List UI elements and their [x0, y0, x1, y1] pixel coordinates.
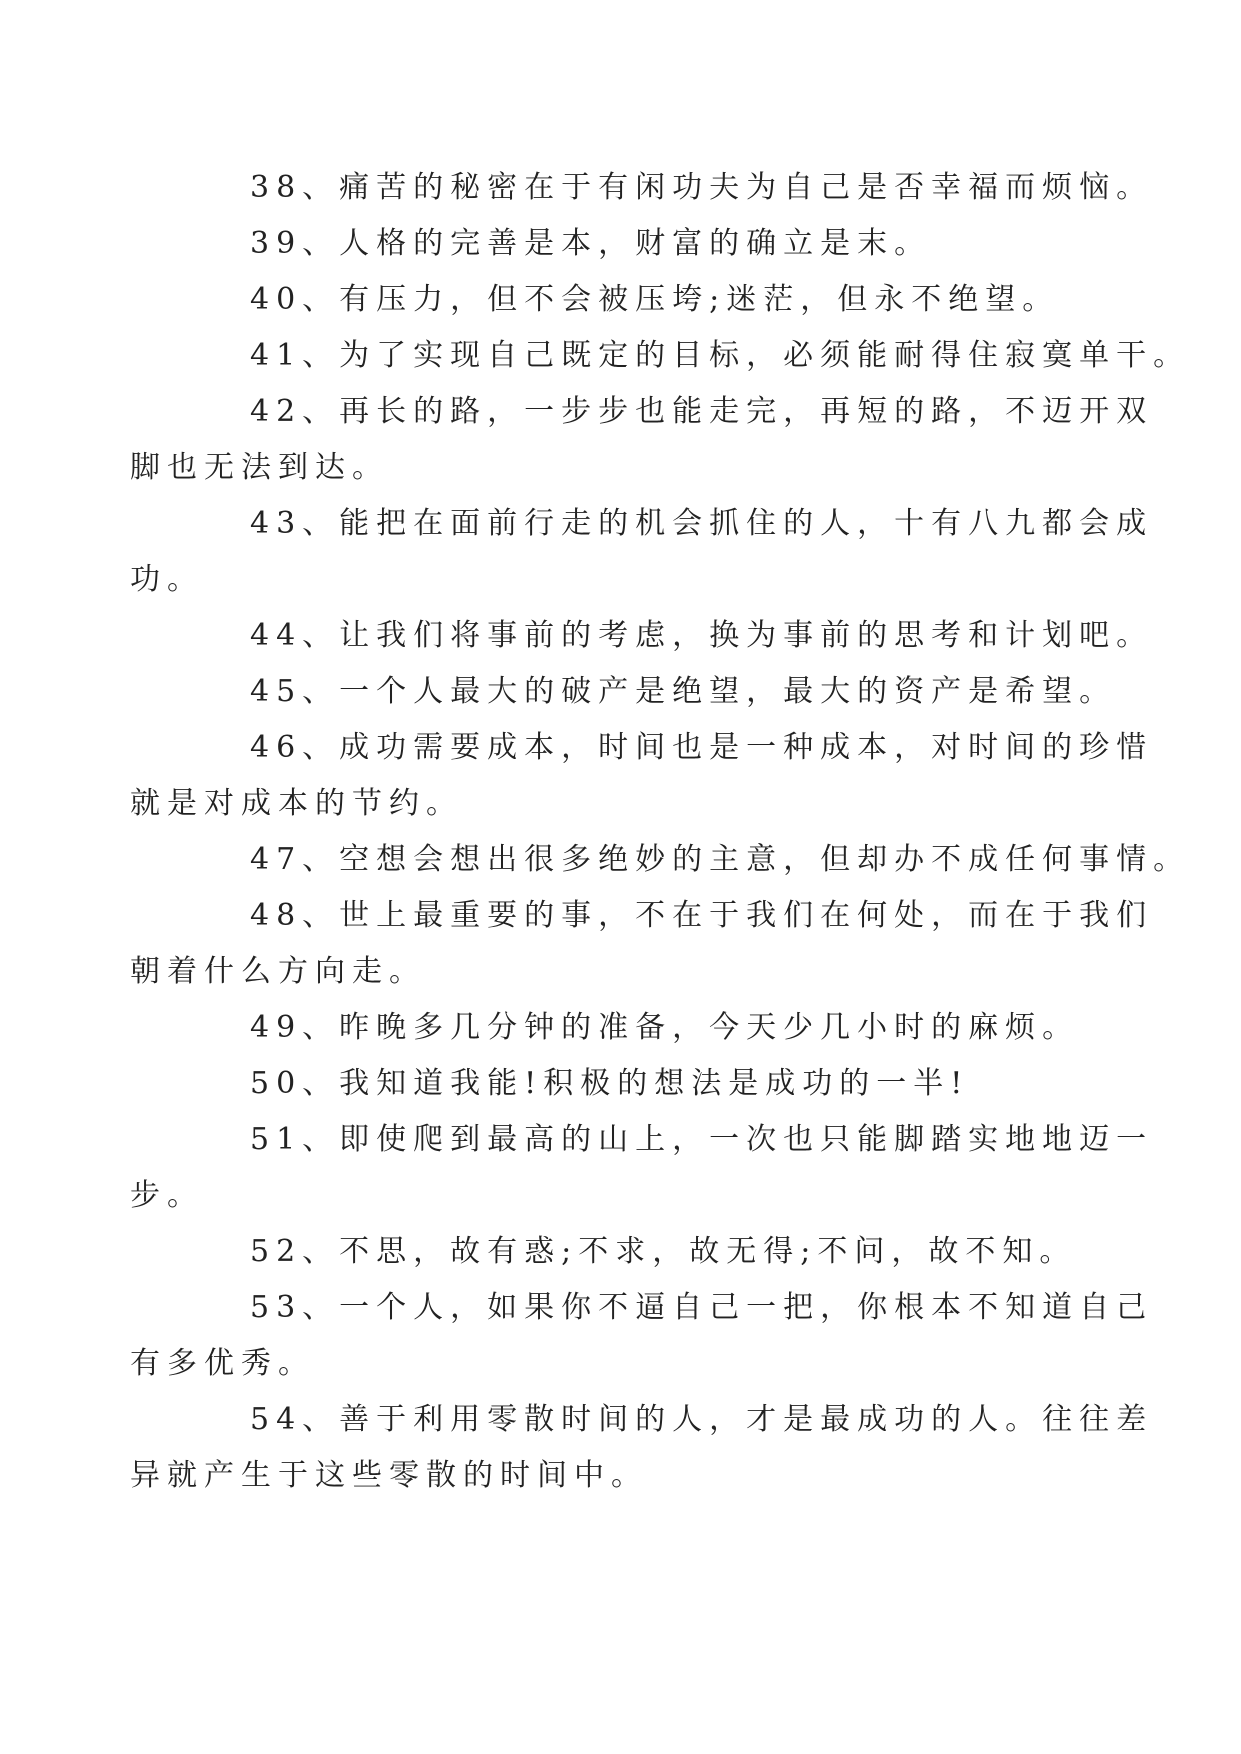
quote-line: 40、有压力，但不会被压垮;迷茫，但永不绝望。	[250, 282, 1060, 317]
quote-line: 48、世上最重要的事，不在于我们在何处，而在于我们	[250, 898, 1154, 933]
quote-line: 53、一个人，如果你不逼自己一把，你根本不知道自己	[250, 1290, 1154, 1325]
quote-42	[130, 384, 1154, 496]
quote-48	[130, 888, 1154, 1000]
quote-39	[190, 216, 1070, 272]
quote-49	[190, 1000, 1080, 1056]
quote-line: 45、一个人最大的破产是绝望，最大的资产是希望。	[250, 674, 1117, 709]
quote-43	[130, 496, 1154, 608]
quote-50	[190, 1056, 1070, 1112]
quote-line: 41、为了实现自己既定的目标，必须能耐得住寂寞单干。	[250, 338, 1191, 373]
quote-45	[190, 664, 1117, 720]
quote-line: 51、即使爬到最高的山上，一次也只能脚踏实地地迈一	[250, 1122, 1154, 1157]
quote-line: 49、昨晚多几分钟的准备，今天少几小时的麻烦。	[250, 1010, 1080, 1045]
quote-line-continued: 脚也无法到达。	[130, 450, 389, 485]
quote-53	[130, 1280, 1154, 1392]
quote-44	[190, 608, 1154, 664]
quote-41	[190, 328, 1191, 384]
quote-line-continued: 异就产生于这些零散的时间中。	[130, 1458, 648, 1493]
quote-38	[190, 160, 1154, 216]
quote-line-continued: 功。	[130, 562, 204, 597]
quote-line: 42、再长的路，一步步也能走完，再短的路，不迈开双	[250, 394, 1154, 429]
quote-line-continued: 朝着什么方向走。	[130, 954, 426, 989]
quote-line: 44、让我们将事前的考虑，换为事前的思考和计划吧。	[250, 618, 1154, 653]
quote-line: 38、痛苦的秘密在于有闲功夫为自己是否幸福而烦恼。	[250, 170, 1154, 205]
document-body	[130, 160, 1191, 1504]
quote-47	[190, 832, 1191, 888]
quote-line: 46、成功需要成本，时间也是一种成本，对时间的珍惜	[250, 730, 1154, 765]
quote-line-continued: 有多优秀。	[130, 1346, 315, 1381]
quote-line-continued: 步。	[130, 1178, 204, 1213]
quote-40	[190, 272, 1070, 328]
quote-line: 54、善于利用零散时间的人，才是最成功的人。往往差	[250, 1402, 1154, 1437]
quote-line: 52、不思，故有惑;不求，故无得;不问，故不知。	[250, 1234, 1077, 1269]
quote-46	[130, 720, 1154, 832]
quote-54	[130, 1392, 1154, 1504]
quote-line: 39、人格的完善是本，财富的确立是末。	[250, 226, 932, 261]
quote-line: 43、能把在面前行走的机会抓住的人，十有八九都会成	[250, 506, 1154, 541]
quote-line-continued: 就是对成本的节约。	[130, 786, 463, 821]
quote-line: 47、空想会想出很多绝妙的主意，但却办不成任何事情。	[250, 842, 1191, 877]
quote-52	[190, 1224, 1077, 1280]
quote-51	[130, 1112, 1154, 1224]
quote-line: 50、我知道我能!积极的想法是成功的一半!	[250, 1066, 970, 1101]
